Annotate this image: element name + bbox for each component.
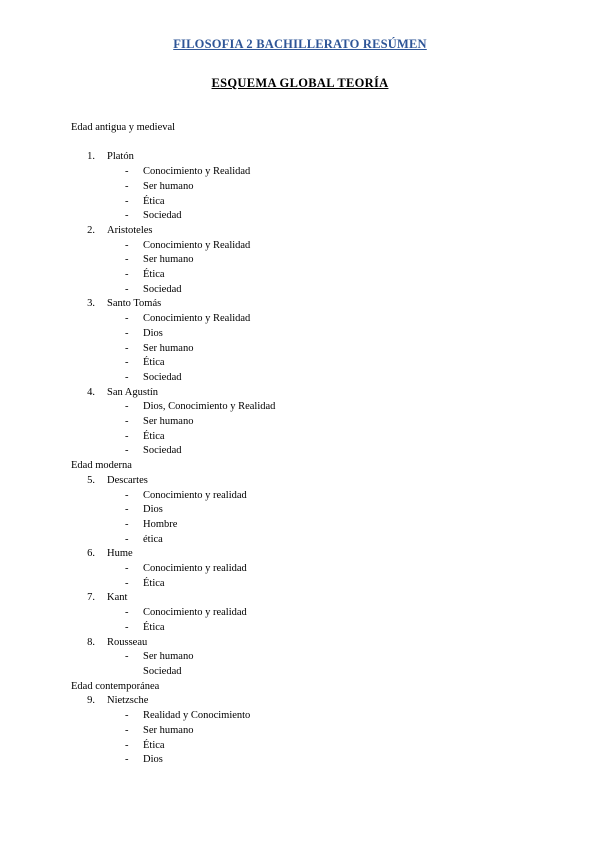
topic-label: Sociedad bbox=[143, 210, 182, 222]
bullet-dash: - bbox=[125, 430, 129, 442]
philosopher-number: 1. bbox=[87, 151, 95, 163]
topic-label: Ser humano bbox=[143, 724, 194, 736]
topic-label: Ser humano bbox=[143, 180, 194, 192]
topic-label: Ética bbox=[143, 195, 165, 207]
document-title: FILOSOFIA 2 BACHILLERATO RESÚMEN bbox=[173, 37, 427, 51]
topic-label: Ética bbox=[143, 269, 165, 281]
topic-item bbox=[71, 253, 571, 268]
topic-item bbox=[71, 430, 571, 445]
philosopher-item bbox=[71, 591, 571, 606]
philosopher-number: 6. bbox=[87, 548, 95, 560]
topic-label: Ética bbox=[143, 739, 165, 751]
outline-list bbox=[71, 121, 571, 768]
topic-item bbox=[71, 739, 571, 754]
bullet-dash: - bbox=[125, 401, 129, 413]
bullet-dash: - bbox=[125, 254, 129, 266]
topic-label: Ser humano bbox=[143, 254, 194, 266]
topic-item bbox=[71, 709, 571, 724]
topic-item bbox=[71, 489, 571, 504]
era-heading: Edad contemporánea bbox=[71, 680, 160, 692]
bullet-dash: - bbox=[125, 371, 129, 383]
topic-item bbox=[71, 312, 571, 327]
topic-item bbox=[71, 342, 571, 357]
topic-item bbox=[71, 268, 571, 283]
topic-label: Ética bbox=[143, 577, 165, 589]
document-subtitle: ESQUEMA GLOBAL TEORÍA bbox=[211, 76, 389, 90]
topic-item bbox=[71, 577, 571, 592]
topic-item bbox=[71, 400, 571, 415]
topic-item bbox=[71, 165, 571, 180]
bullet-dash: - bbox=[125, 283, 129, 295]
bullet-dash: - bbox=[125, 166, 129, 178]
philosopher-number: 4. bbox=[87, 386, 95, 398]
philosopher-number: 8. bbox=[87, 636, 95, 648]
topic-item bbox=[71, 621, 571, 636]
philosopher-name: Descartes bbox=[107, 474, 148, 486]
bullet-dash: - bbox=[125, 313, 129, 325]
topic-label: Ser humano bbox=[143, 342, 194, 354]
philosopher-name: Kant bbox=[107, 592, 128, 604]
topic-label: Dios, Conocimiento y Realidad bbox=[143, 401, 276, 413]
bullet-dash: - bbox=[125, 563, 129, 575]
topic-label: Conocimiento y realidad bbox=[143, 607, 247, 619]
topic-item bbox=[71, 724, 571, 739]
topic-label: Conocimiento y Realidad bbox=[143, 239, 251, 251]
topic-item bbox=[71, 650, 571, 665]
topic-item bbox=[71, 356, 571, 371]
bullet-dash: - bbox=[125, 416, 129, 428]
bullet-dash: - bbox=[125, 269, 129, 281]
topic-item bbox=[71, 518, 571, 533]
bullet-dash: - bbox=[125, 710, 129, 722]
bullet-dash: - bbox=[125, 577, 129, 589]
topic-label: Dios bbox=[143, 754, 163, 766]
philosopher-item bbox=[71, 150, 571, 165]
bullet-dash: - bbox=[125, 754, 129, 766]
topic-label: Sociedad bbox=[143, 283, 182, 295]
topic-label: Conocimiento y Realidad bbox=[143, 166, 251, 178]
bullet-dash: - bbox=[125, 357, 129, 369]
topic-item bbox=[71, 444, 571, 459]
topic-label: Ética bbox=[143, 621, 165, 633]
bullet-dash: - bbox=[125, 180, 129, 192]
philosopher-item bbox=[71, 636, 571, 651]
topic-label: Conocimiento y realidad bbox=[143, 563, 247, 575]
bullet-dash: - bbox=[125, 518, 129, 530]
philosopher-name: San Agustín bbox=[107, 386, 159, 398]
topic-label: Sociedad bbox=[143, 445, 182, 457]
topic-item bbox=[71, 415, 571, 430]
philosopher-name: Aristoteles bbox=[107, 224, 153, 236]
bullet-dash: - bbox=[125, 195, 129, 207]
topic-item bbox=[71, 327, 571, 342]
era-heading: Edad moderna bbox=[71, 460, 132, 472]
topic-label: Realidad y Conocimiento bbox=[143, 710, 251, 722]
bullet-dash: - bbox=[125, 739, 129, 751]
philosopher-item bbox=[71, 224, 571, 239]
topic-item bbox=[71, 665, 571, 680]
topic-label: Ser humano bbox=[143, 416, 194, 428]
philosopher-item bbox=[71, 694, 571, 709]
topic-label: Dios bbox=[143, 504, 163, 516]
bullet-dash: - bbox=[125, 445, 129, 457]
bullet-dash: - bbox=[125, 239, 129, 251]
bullet-dash: - bbox=[125, 724, 129, 736]
topic-item bbox=[71, 180, 571, 195]
philosopher-item bbox=[71, 547, 571, 562]
bullet-dash: - bbox=[125, 607, 129, 619]
topic-label: Conocimiento y Realidad bbox=[143, 313, 251, 325]
bullet-dash: - bbox=[125, 621, 129, 633]
bullet-dash: - bbox=[125, 342, 129, 354]
topic-label: Hombre bbox=[143, 518, 178, 530]
philosopher-name: Nietzsche bbox=[107, 695, 149, 707]
topic-item bbox=[71, 283, 571, 298]
topic-item bbox=[71, 533, 571, 548]
topic-item bbox=[71, 503, 571, 518]
philosopher-number: 2. bbox=[87, 224, 95, 236]
bullet-dash: - bbox=[125, 489, 129, 501]
topic-label: ética bbox=[143, 533, 163, 545]
topic-item bbox=[71, 753, 571, 768]
bullet-dash: - bbox=[125, 210, 129, 222]
philosopher-item bbox=[71, 297, 571, 312]
philosopher-name: Rousseau bbox=[107, 636, 148, 648]
philosopher-name: Santo Tomás bbox=[107, 298, 162, 310]
topic-label: Dios bbox=[143, 327, 163, 339]
bullet-dash bbox=[125, 665, 143, 680]
topic-label: Conocimiento y realidad bbox=[143, 489, 247, 501]
bullet-dash: - bbox=[125, 504, 129, 516]
topic-item bbox=[71, 209, 571, 224]
topic-item bbox=[71, 195, 571, 210]
topic-label: Ética bbox=[143, 357, 165, 369]
bullet-dash: - bbox=[125, 327, 129, 339]
philosopher-name: Hume bbox=[107, 548, 133, 560]
topic-item bbox=[71, 239, 571, 254]
topic-label: Ética bbox=[143, 430, 165, 442]
topic-label: Sociedad bbox=[143, 666, 182, 677]
topic-item bbox=[71, 371, 571, 386]
bullet-dash: - bbox=[125, 533, 129, 545]
topic-item bbox=[71, 562, 571, 577]
philosopher-name: Platón bbox=[107, 151, 134, 163]
philosopher-item bbox=[71, 386, 571, 401]
philosopher-number: 9. bbox=[87, 695, 95, 707]
philosopher-number: 3. bbox=[87, 298, 95, 310]
bullet-dash: - bbox=[125, 651, 129, 663]
topic-label: Sociedad bbox=[143, 371, 182, 383]
philosopher-number: 5. bbox=[87, 474, 95, 486]
philosopher-item bbox=[71, 474, 571, 489]
philosopher-number: 7. bbox=[87, 592, 95, 604]
topic-label: Ser humano bbox=[143, 651, 194, 663]
topic-item bbox=[71, 606, 571, 621]
era-heading: Edad antigua y medieval bbox=[71, 122, 176, 133]
